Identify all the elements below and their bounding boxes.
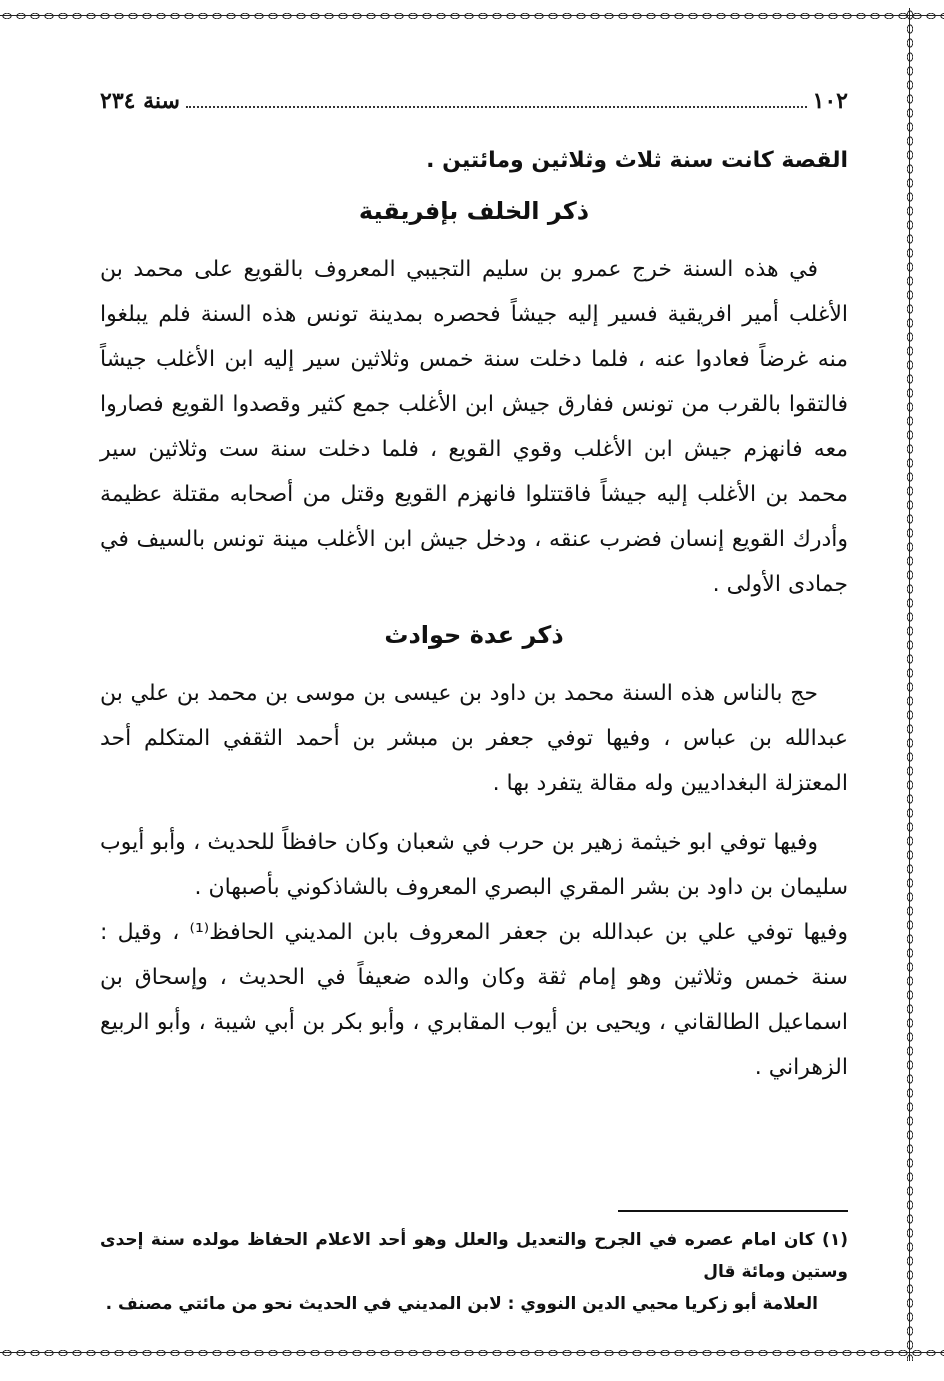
footnote-1-line-1: (١) كان امام عصره في الجرح والتعديل والعلل وهو أحد الاعلام الحفاظ مولده سنة إحدى وستين ومائة قال [100, 1230, 848, 1282]
ornamental-border-top [0, 8, 944, 24]
leader-dots [186, 106, 807, 108]
main-text [100, 138, 848, 1090]
opening-line: القصة كانت سنة ثلاث وثلاثين ومائتين . [426, 148, 848, 173]
page-number: ١٠٢ [812, 88, 848, 114]
footnote-1-line-2: العلامة أبو زكريا محيي الدين النووي : لابن المديني في الحديث نحو من مائتي مصنف . [105, 1294, 818, 1314]
paragraph-gap [100, 806, 848, 820]
ornamental-border-bottom [0, 1345, 944, 1361]
book-page [100, 80, 848, 1320]
footnotes [100, 1224, 848, 1320]
paragraph-africa: في هذه السنة خرج عمرو بن سليم التجيبي المعروف بالقويع على محمد بن الأغلب أمير افريقية فسير إليه جيشاً فحصره بمدينة تونس هذه السنة فلم يبلغوا منه غرضاً فعادوا عنه ، فلما دخلت سنة خمس وثلاثين سير إليه ابن الأغلب جيشاً فالتقوا بالقرب من تونس ففارق جيش ابن الأغلب جمع كثير وقصدوا القويع فصاروا معه فانهزم جيش ابن الأغلب وقوي القويع ، فلما دخلت سنة ست وثلاثين سير محمد بن الأغلب إليه جيشاً فاقتتلوا فانهزم القويع وقتل من أصحابه مقتلة عظيمة وأدرك القويع إنسان فضرب عنقه ، ودخل جيش ابن الأغلب مينة تونس بالسيف في جمادى الأولى . [100, 257, 848, 597]
paragraph-hajj: حج بالناس هذه السنة محمد بن داود بن عيسى بن موسى بن محمد بن علي بن عبدالله بن عباس ، وفيها توفي جعفر بن مبشر بن أحمد الثقفي المتكلم أحد المعتزلة البغداديين وله مقالة يتفرد بها . [100, 681, 848, 796]
section-heading-events: ذكر عدة حوادث [384, 621, 564, 649]
ornamental-border-right [902, 8, 918, 1361]
running-head [100, 88, 848, 114]
year-label: سنة ٢٣٤ [100, 88, 180, 114]
section-heading-africa: ذكر الخلف بإفريقية [358, 197, 590, 225]
paragraph-deaths: وفيها توفي ابو خيثمة زهير بن حرب في شعبان وكان حافظاً للحديث ، وأبو أيوب سليمان بن داود بن بشر المقري البصري المعروف بالشاذكوني بأصبهان . [100, 830, 848, 900]
footnote-rule [618, 1210, 848, 1212]
paragraph-ibn-madini: وفيها توفي علي بن عبدالله بن جعفر المعروف بابن المديني الحافظ⁽¹⁾ ، وقيل : سنة خمس وثلاثين وهو إمام ثقة وكان والده ضعيفاً في الحديث ، وإسحاق بن اسماعيل الطالقاني ، ويحيى بن أيوب المقابري ، وأبو بكر بن أبي شيبة ، وأبو الربيع الزهراني . [100, 920, 848, 1080]
